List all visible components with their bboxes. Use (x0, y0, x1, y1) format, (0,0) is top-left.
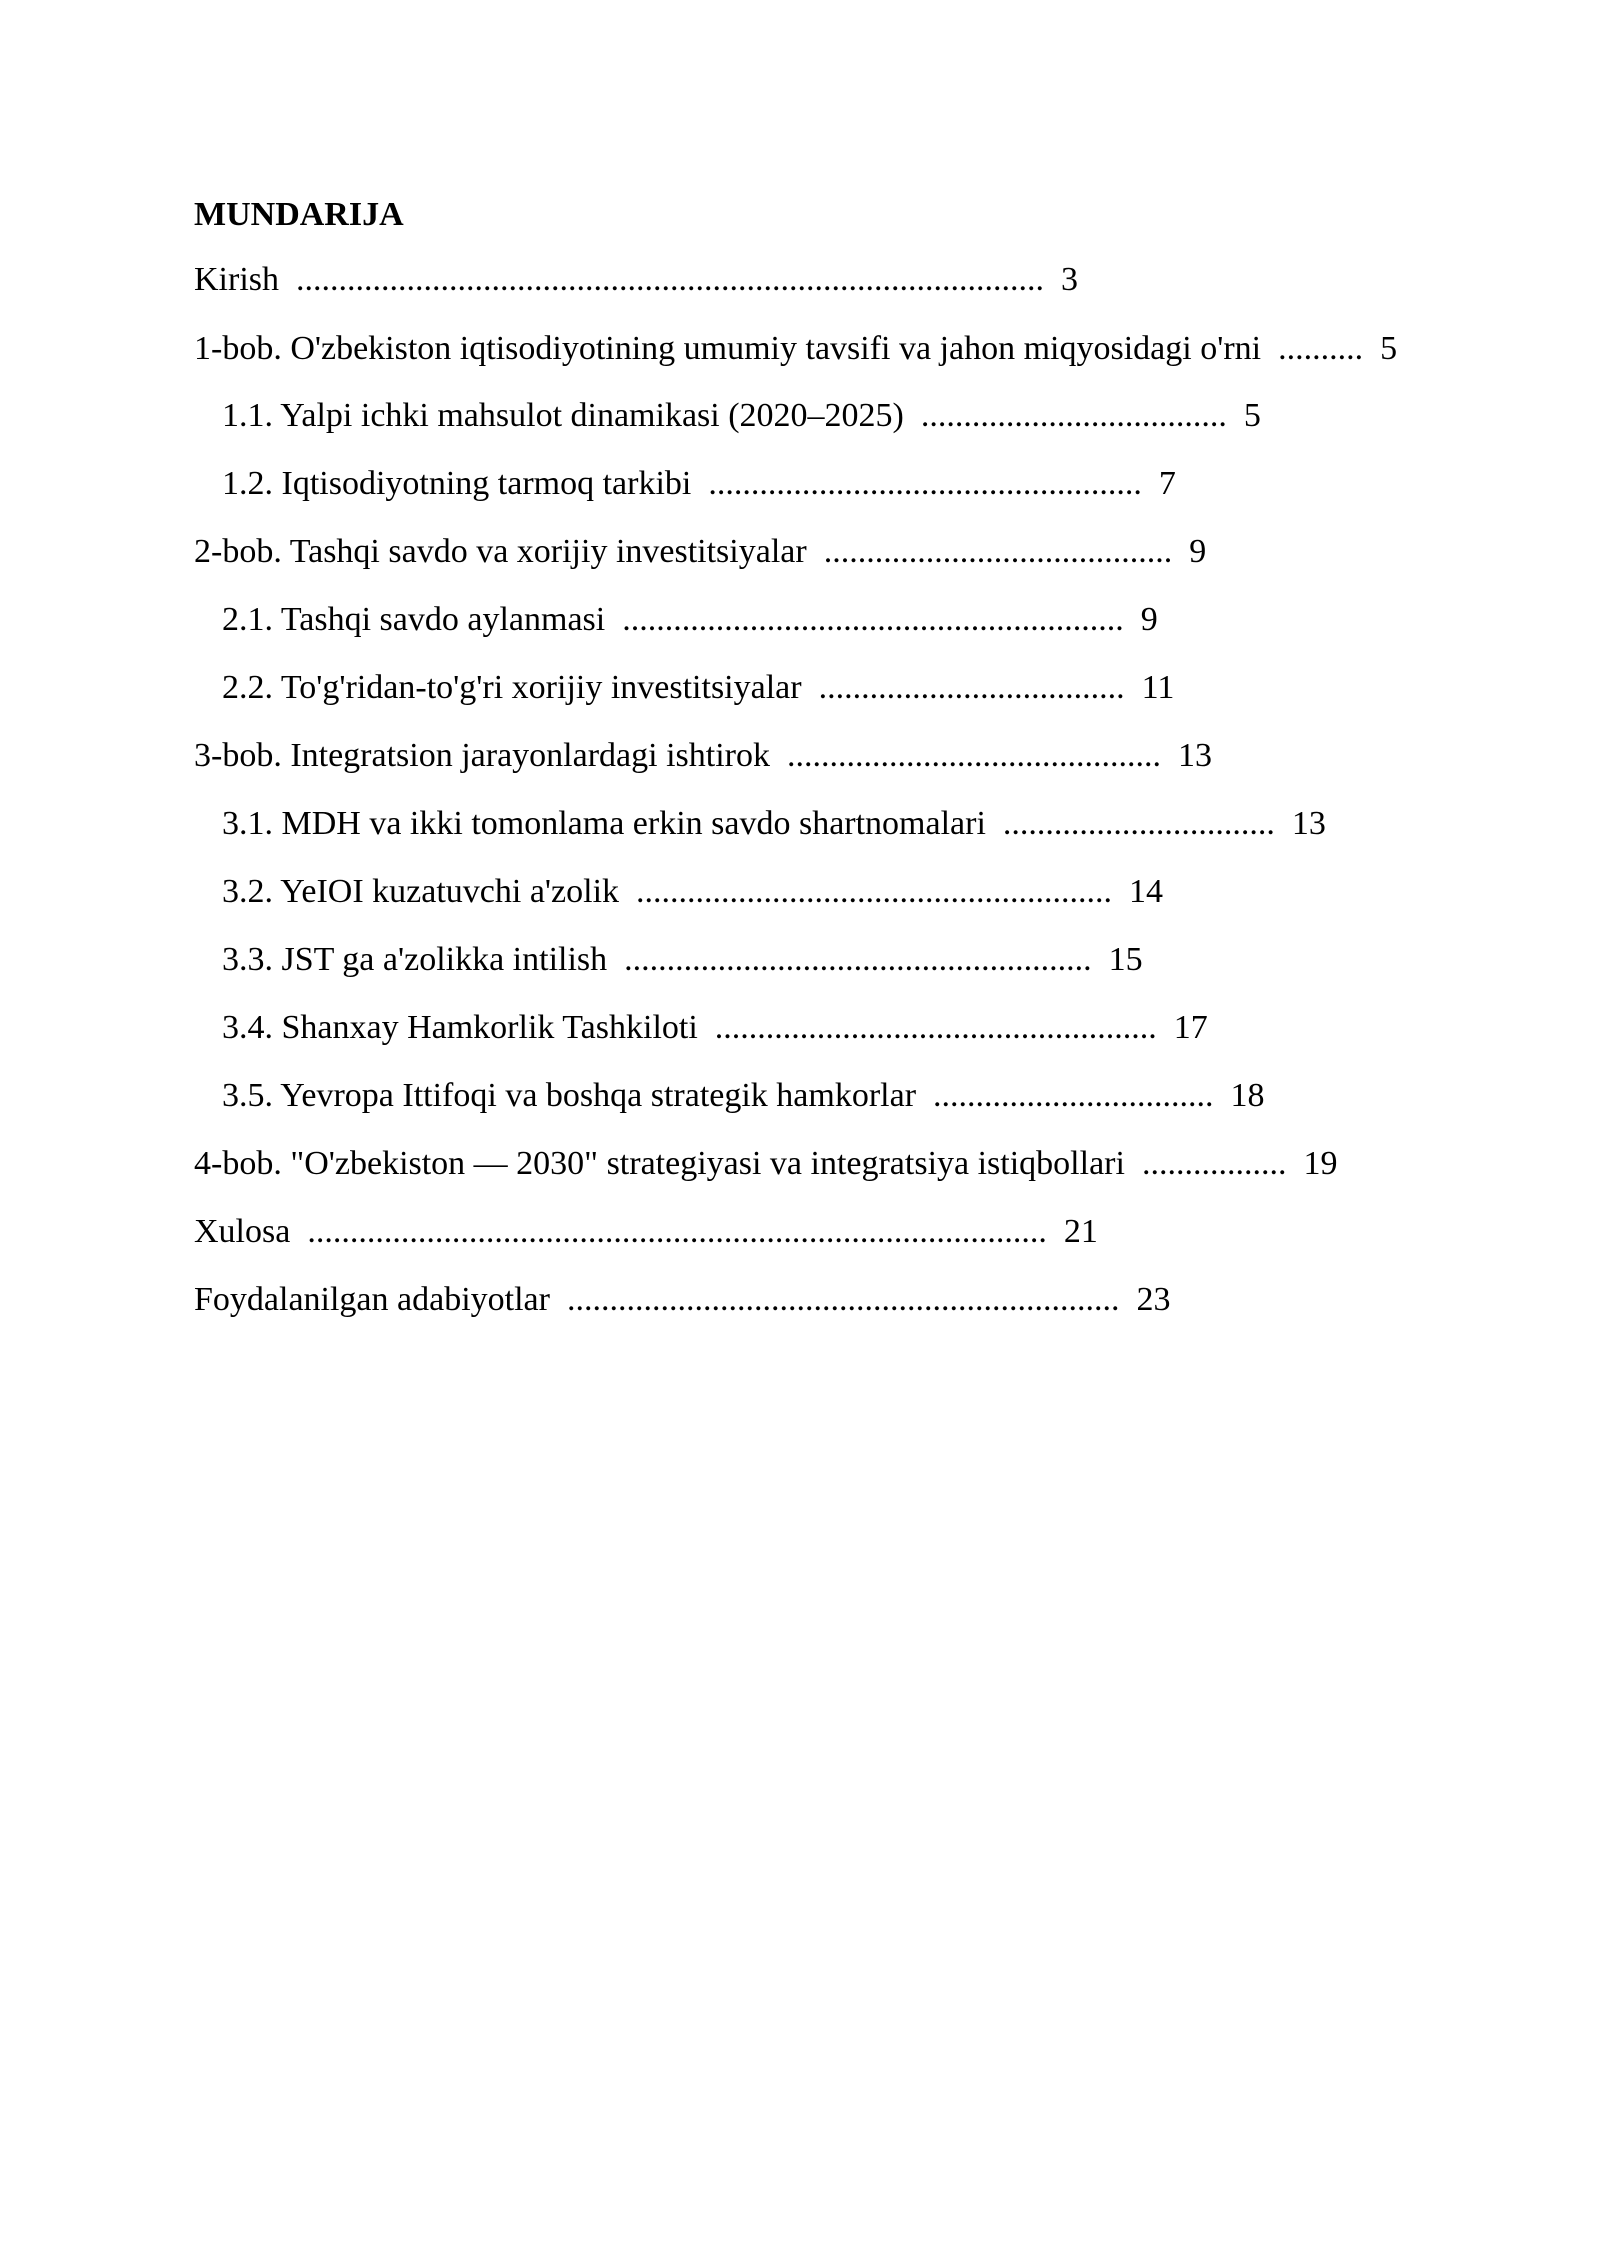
toc-entry-text: Kirish (194, 261, 279, 298)
toc-page-number: 23 (1136, 1281, 1171, 1318)
toc-leader: ....................................................... (624, 941, 1092, 978)
toc-entry-text: 2.2. To'g'ridan-to'g'ri xorijiy investitsiyalar (222, 669, 802, 706)
toc-page-number: 9 (1189, 533, 1207, 570)
toc-page-number: 5 (1380, 330, 1398, 367)
toc-leader: ................. (1141, 1145, 1287, 1182)
toc-entry-references (194, 1266, 1456, 1334)
toc-leader: ......................................... (823, 533, 1173, 570)
toc-leader: ........................................................ (636, 873, 1113, 910)
toc-page-number: 21 (1063, 1213, 1098, 1250)
toc-entry-section-1-1 (194, 382, 1456, 450)
toc-leader: ................................. (933, 1077, 1214, 1114)
toc-entry-section-1-2 (194, 450, 1456, 518)
toc-leader: .................................... (920, 397, 1227, 434)
toc-page-number: 13 (1177, 737, 1212, 774)
toc-page-number: 13 (1291, 805, 1326, 842)
toc-page-number: 7 (1158, 465, 1176, 502)
toc-leader: ................................................................. (566, 1281, 1120, 1318)
toc-entry-text: 3.4. Shanxay Hamkorlik Tashkiloti (222, 1009, 698, 1046)
toc-page-number: 9 (1140, 601, 1158, 638)
toc-leader: ........................................................... (622, 601, 1124, 638)
toc-entry-xulosa (194, 1198, 1456, 1266)
toc-page-number: 14 (1129, 873, 1164, 910)
toc-entry-text: 3.2. YeIOI kuzatuvchi a'zolik (222, 873, 620, 910)
toc-page-number: 3 (1061, 261, 1078, 298)
toc-entry-chapter-2 (194, 518, 1456, 586)
toc-leader: ............................................ (786, 737, 1161, 774)
toc-entry-section-2-2 (194, 654, 1456, 722)
toc-entry-text: 3.1. MDH va ikki tomonlama erkin savdo shartnomalari (222, 805, 986, 842)
toc-page-number: 15 (1108, 941, 1143, 978)
toc-entry-section-3-4 (194, 994, 1456, 1062)
toc-entry-text: 4-bob. "O'zbekiston — 2030" strategiyasi va integratsiya istiqbollari (194, 1145, 1125, 1182)
toc-entry-section-3-2 (194, 858, 1456, 926)
toc-entry-text: 1-bob. O'zbekiston iqtisodiyotining umumiy tavsifi va jahon miqyosidagi o'rni (194, 330, 1262, 367)
toc-entry-kirish (194, 246, 1456, 314)
toc-page-number: 5 (1243, 397, 1261, 434)
toc-page-number: 17 (1173, 1009, 1208, 1046)
toc-leader: ................................ (1002, 805, 1275, 842)
toc-page-number: 19 (1303, 1145, 1338, 1182)
toc-entry-text: 1.1. Yalpi ichki mahsulot dinamikasi (2020–2025) (222, 397, 904, 434)
toc-entry-text: Xulosa (194, 1213, 291, 1250)
toc-entry-text: 1.2. Iqtisodiyotning tarmoq tarkibi (222, 465, 692, 502)
toc-entry-chapter-1 (194, 314, 1456, 382)
toc-heading: MUNDARIJA (194, 196, 404, 233)
toc-page-number: 18 (1230, 1077, 1265, 1114)
toc-entry-section-3-1 (194, 790, 1456, 858)
toc-leader: ........................................................................................ (296, 261, 1044, 298)
toc-entry-section-2-1 (194, 586, 1456, 654)
toc-entry-text: 3.5. Yevropa Ittifoqi va boshqa strategik hamkorlar (222, 1077, 917, 1114)
toc-leader: .................................................... (714, 1009, 1157, 1046)
toc-entry-text: Foydalanilgan adabiyotlar (194, 1281, 550, 1318)
toc-entry-section-3-5 (194, 1062, 1456, 1130)
toc-leader: .................................... (818, 669, 1125, 706)
table-of-contents (194, 190, 1456, 1334)
toc-leader: ....................................................................................... (307, 1213, 1047, 1250)
toc-entry-text: 3.3. JST ga a'zolikka intilish (222, 941, 608, 978)
toc-entry-text: 2.1. Tashqi savdo aylanmasi (222, 601, 606, 638)
toc-entry-text: 2-bob. Tashqi savdo va xorijiy investitsiyalar (194, 533, 807, 570)
toc-leader: .......... (1278, 330, 1364, 367)
toc-entry-text: 3-bob. Integratsion jarayonlardagi ishtirok (194, 737, 770, 774)
toc-page-number: 11 (1141, 669, 1175, 706)
toc-entry-section-3-3 (194, 926, 1456, 994)
toc-leader: ................................................... (708, 465, 1142, 502)
toc-entry-chapter-4 (194, 1130, 1456, 1198)
toc-entry-chapter-3 (194, 722, 1456, 790)
